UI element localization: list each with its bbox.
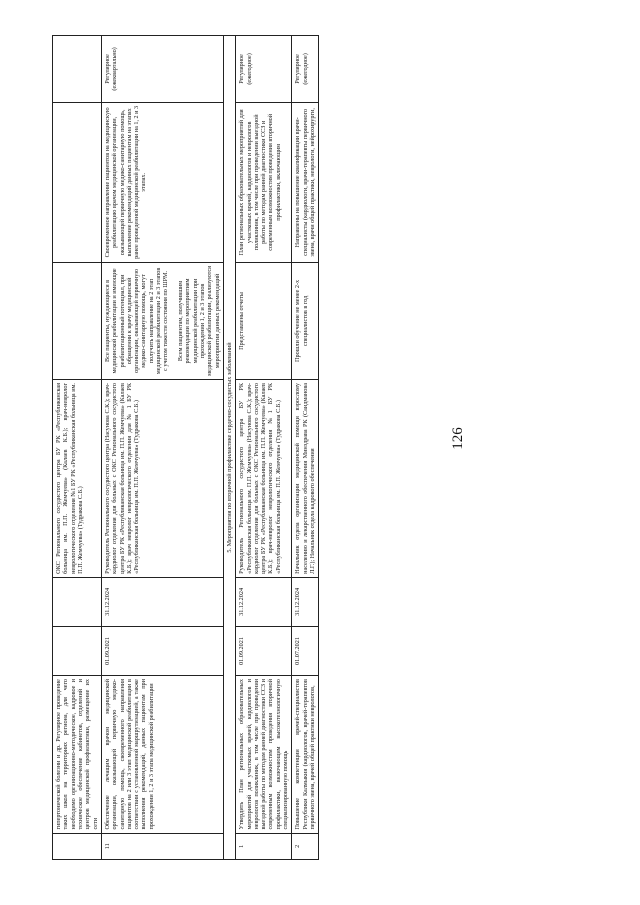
table-row (292, 36, 319, 860)
section-title: 5. Мероприятия по вторичной профилактике сердечно-сосудистых заболеваний (223, 36, 235, 860)
start-date-cell (53, 626, 102, 675)
table-row (53, 36, 102, 860)
measure-cell: гипертонической болезни и др. Регулярное проведение таких школ на территориях региона, для чего необходимо организационно-методическое, кадровое и техническое обеспечение кабинетов, отделений и центров медицинской профилактики, размещение их сети (53, 676, 102, 833)
end-date-cell: 31.12.2024 (292, 577, 319, 626)
end-date-cell: 31.12.2024 (236, 577, 292, 626)
table-row (236, 36, 292, 860)
section-header-row (223, 36, 235, 860)
frequency-cell (53, 36, 102, 103)
characteristic-cell: Прошли обучение не менее 2-х специалистов в год (292, 262, 319, 379)
characteristic-cell: Представлены отчеты (236, 262, 292, 379)
result-cell (53, 102, 102, 262)
row-number: 2 (292, 833, 319, 859)
start-date-cell: 01.09.2021 (101, 626, 223, 675)
measure-cell: Утвердить План региональных образовательных мероприятий для участковых врачей, кардиологов и неврологов поликлиник, в том числе при проведении выездной работы по методам ранней диагностики ССЗ и современным возможностям проведения вторичной профилактики, включающим высокотехнологичную специализированную помощь (236, 676, 292, 833)
responsible-cell: Начальник отдела организации медицинской помощи взрослому населению и лекарственного обеспечения Минздрава РК (Саидманова Л.Г.); Начальник отдела кадрового обеспечения (292, 380, 319, 578)
table-row (101, 36, 223, 860)
frequency-cell: Регулярное (ежеквартально) (101, 36, 223, 103)
start-date-cell: 01.07.2021 (292, 626, 319, 675)
row-number: 11 (101, 833, 223, 859)
characteristic-cell: Все пациенты, нуждающиеся в медицинской реабилитации и имеющие реабилитационный потенциал, при обращении к врачу медицинской организации, оказывающей первичную медико-санитарную помощь, могут получить направление на 2 этап медицинской реабилитации 2 и 3 этапов с учетом тяжести состояния по ШРМ. Всем пациентам, получившим рекомендации по мероприятиям медицинской реабилитации при прохождении 1, 2 и 3 этапов медицинской реабилитации, реализуются мероприятия данных рекомендаций (101, 262, 223, 379)
page-number: 126 (449, 427, 466, 450)
frequency-cell: Регулярное (ежегодное) (292, 36, 319, 103)
result-cell: Своевременное направление пациентов на медицинскую реабилитацию врачом медицинской организации, оказывающей первичную медико-санитарную помощь, выполнение рекомендаций данных пациентам на этапах ранее проведенной медицинской реабилитации на 1, 2 и 3 этапах. (101, 102, 223, 262)
responsible-cell: ОКС Регионального сосудистого центра БУ РК «Республиканская больница им. П.П. Жемчуева» (Калаев К.Б.); врач-невролог неврологического отделения №1 БУ РК «Республиканская больница им. П.П. Жемчуева» (Тудракова С.Б.) (53, 380, 102, 578)
row-number (53, 833, 102, 859)
measures-table (52, 35, 319, 860)
characteristic-cell (53, 262, 102, 379)
end-date-cell: 31.12.2024 (101, 577, 223, 626)
responsible-cell: Руководитель Регионального сосудистого центра (Насунова С.К.); врач-кардиолог отделения для больных с ОКС Регионального сосудистого центра БУ РК «Республиканская больница им. П.П. Жемчуева» (Калаев К.Б.); врач невролог неврологического отделения для № 1 БУ РК «Республиканская больница им. П.П. Жемчуева» (Тудракова С.Б.) (101, 380, 223, 578)
row-number: 1 (236, 833, 292, 859)
result-cell: План региональных образовательных мероприятий для участковых врачей, кардиологов и неврологов поликлиник, в том числе при проведении выездной работы по методам ранней диагностики ССЗ и современным возможностям проведения вторичной профилактики, включающим (236, 102, 292, 262)
responsible-cell: Руководитель Регионального сосудистого центра БУ РК «Республиканская больница им. П.П. Жемчуева» (Насунова С.К.); врач-кардиолог отделения для больных с ОКС Регионального сосудистого центра БУ РК «Республиканская больница им. П.П. Жемчуева» (Калаев К.Б.); врач-невролог неврологического отделения №1 БУ РК «Республиканская больница им. П.П. Жемчуева» (Тудракова С.Б.) (236, 380, 292, 578)
start-date-cell: 01.09.2021 (236, 626, 292, 675)
measure-cell: Обеспечение лечащим врачом медицинской организации, оказывающей первичную медико-санитарную помощь, своевременного направления пациентов на 2 или 3 этап медицинской реабилитации в соответствии с установленной маршрутизацией, а также выполнения рекомендаций, данных пациентам при прохождении 1, 2 и 3 этапа медицинской реабилитации (101, 676, 223, 833)
measure-cell: Повышение компетенции врачей-специалистов Республики Калмыкия (кардиологов, врачей-терапевтов первичного звена, врачей общей практики неврологов, (292, 676, 319, 833)
end-date-cell (53, 577, 102, 626)
result-cell: Направлены на повышение квалификации врачи-специалисты (кардиологи, врачи-терапевты первичного звена, врачи общей практики, неврологи, нейрохирурги, (292, 102, 319, 262)
frequency-cell: Регулярное (ежегодное) (236, 36, 292, 103)
